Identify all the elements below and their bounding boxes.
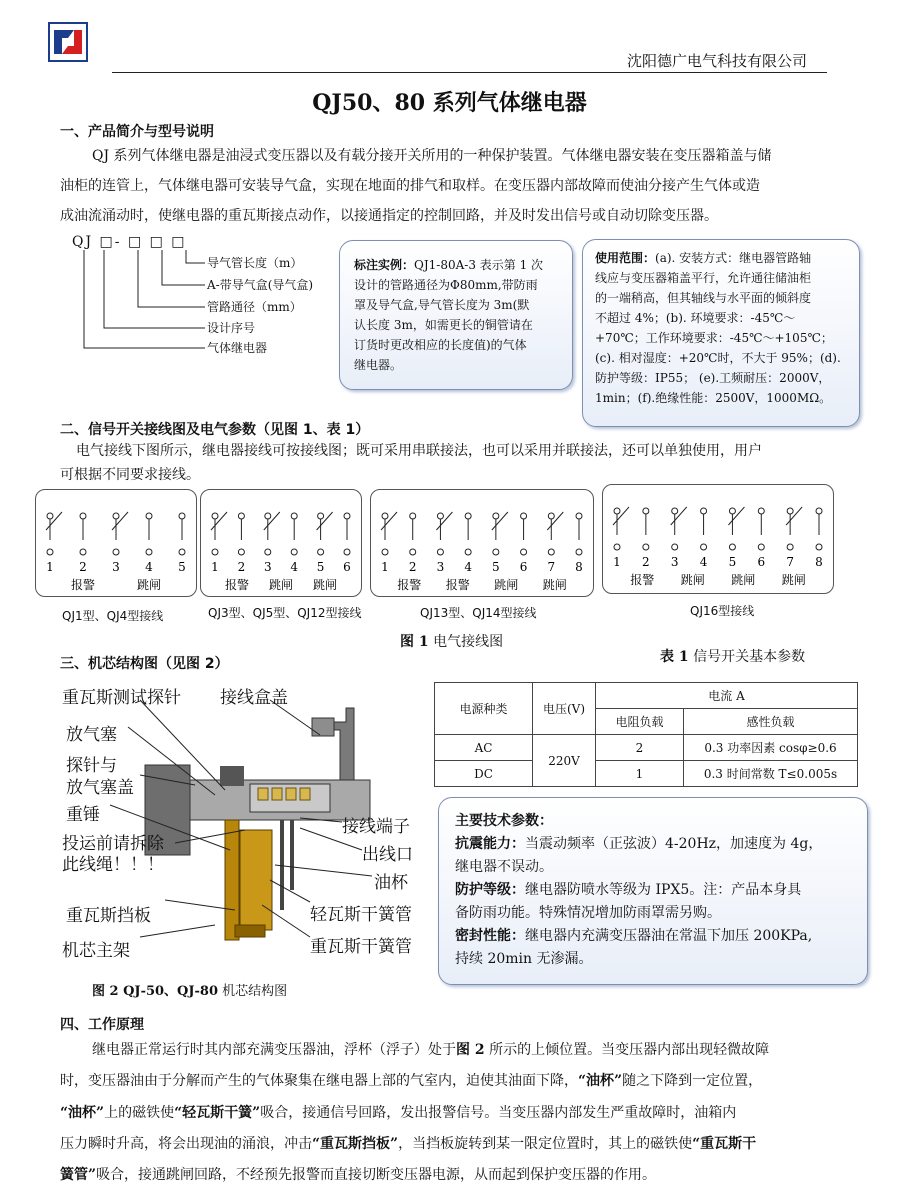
terminal-number: 2 (79, 560, 87, 574)
model-label-design-no: 设计序号 (207, 321, 256, 335)
terminal-circle (758, 544, 764, 550)
terminal-number: 1 (613, 555, 621, 569)
terminal-number: 2 (408, 560, 417, 574)
contact-top-terminal (238, 513, 244, 519)
wiring-svg (36, 490, 196, 596)
s2-para-line1: 电气接线下图所示，继电器接线可按接线图；既可采用串联接法，也可以采用并联接法，还可以单独使用，用户 (76, 443, 762, 459)
group-label: 跳闸 (136, 578, 162, 592)
wiring-caption-qj3: QJ3型、QJ5型、QJ12型接线 (208, 606, 362, 620)
model-label-relay: 气体继电器 (207, 341, 268, 355)
s4-line4 (60, 1129, 756, 1159)
table1-title: 表 1 信号开关基本参数 (660, 649, 806, 665)
contact-top-terminal (614, 508, 620, 514)
terminal-circle (729, 544, 735, 550)
terminal-number: 1 (46, 560, 54, 574)
table-row: DC 1 0.3 时间常数 T≤0.005s (435, 761, 858, 787)
group-label: 跳闸 (731, 573, 756, 587)
contact-top-terminal (729, 508, 735, 514)
label-core-frame: 机芯主架 (62, 941, 130, 961)
contact-top-terminal (816, 508, 822, 514)
s2-para-line2: 可根据不同要求接线。 (60, 467, 200, 483)
label-oil-cup: 油杯 (374, 873, 408, 893)
model-label-pipe-length: 导气管长度（m） (207, 256, 303, 270)
figure1-caption: 图 1 电气接线图 (400, 634, 504, 650)
contact-top-terminal (344, 513, 350, 519)
terminal-circle (672, 544, 678, 550)
s1-para-line3: 成油流涌动时，使继电器的重瓦斯接点动作，以接通指定的控制回路，并及时发出信号或自动切除变压器。 (60, 208, 718, 224)
s4-text-segment: “油杯” (578, 1073, 623, 1089)
wiring-diagram-qj1 (35, 489, 197, 597)
terminal-number: 8 (815, 555, 823, 569)
terminal-circle (465, 549, 471, 555)
terminal-number: 3 (263, 560, 272, 574)
contact-top-terminal (548, 513, 554, 519)
wiring-diagram-qj13 (370, 489, 594, 597)
terminal-circle (701, 544, 707, 550)
terminal-number: 5 (492, 560, 500, 574)
th-resistive: 电阻负载 (596, 709, 684, 735)
terminal-circle (212, 549, 218, 555)
label-vent-plug: 放气塞 (66, 725, 117, 745)
label-heavy-gas-baffle: 重瓦斯挡板 (66, 906, 151, 926)
label-terminals: 接线端子 (342, 817, 410, 837)
th-inductive: 感性负载 (684, 709, 858, 735)
terminal-number: 4 (145, 560, 153, 574)
terminal-circle (643, 544, 649, 550)
contact-top-terminal (758, 508, 764, 514)
s4-text-segment: 继电器正常运行时其内部充满变压器油，浮杯（浮子）处于 (92, 1042, 456, 1058)
group-label: 跳闸 (542, 578, 567, 592)
section4-heading: 四、工作原理 (60, 1017, 144, 1033)
contact-top-terminal (672, 508, 678, 514)
terminal-circle (344, 549, 350, 555)
terminal-circle (113, 549, 119, 555)
contact-top-terminal (493, 513, 499, 519)
terminal-circle (576, 549, 582, 555)
label-vent-cover: 放气塞盖 (66, 778, 134, 798)
contact-top-terminal (179, 513, 185, 519)
s4-text-segment: 压力瞬时升高，将会出现油的涌浪，冲击 (60, 1136, 312, 1152)
figure2-caption: 图 2 QJ-50、QJ-80 机芯结构图 (92, 984, 288, 999)
section2-heading: 二、信号开关接线图及电气参数（见图 1、表 1） (60, 422, 370, 438)
terminal-number: 4 (464, 560, 472, 574)
s4-text-segment: 簧管” (60, 1167, 97, 1183)
s4-text-segment: “重瓦斯干 (692, 1136, 757, 1152)
label-probe-and: 探针与 (66, 756, 117, 776)
terminal-circle (548, 549, 554, 555)
model-label-pipe-diameter: 管路通径（mm） (207, 300, 302, 314)
s4-line1 (92, 1035, 769, 1065)
contact-top-terminal (437, 513, 443, 519)
terminal-circle (787, 544, 793, 550)
section3-heading: 三、机芯结构图（见图 2） (60, 656, 229, 672)
label-heavy-gas-reed: 重瓦斯干簧管 (310, 937, 412, 957)
model-label-gas-box: A-带导气盒(导气盒) (207, 278, 314, 292)
contact-top-terminal (318, 513, 324, 519)
page-title: QJ50、80 系列气体继电器 (312, 90, 587, 116)
terminal-number: 3 (670, 555, 679, 569)
model-code-leader-lines (60, 248, 210, 358)
tech-params-title: 主要技术参数： (455, 813, 553, 829)
contact-top-terminal (47, 513, 53, 519)
s4-text-segment: 上的磁铁使 (104, 1105, 175, 1121)
contact-top-terminal (701, 508, 707, 514)
s4-line2 (60, 1066, 762, 1096)
contact-top-terminal (146, 513, 152, 519)
group-label: 跳闸 (781, 573, 806, 587)
contact-top-terminal (410, 513, 416, 519)
terminal-number: 3 (436, 560, 445, 574)
group-label: 跳闸 (494, 578, 519, 592)
group-label: 报警 (630, 573, 655, 587)
s4-line3 (60, 1098, 736, 1128)
cell-voltage: 220V (533, 735, 596, 787)
terminal-number: 7 (547, 560, 556, 574)
contact-top-terminal (521, 513, 527, 519)
terminal-number: 6 (757, 555, 766, 569)
contact-top-terminal (212, 513, 218, 519)
s4-text-segment: ，当挡板旋转到某一限定位置时，其上的磁铁使 (398, 1136, 693, 1152)
th-power-type: 电源种类 (435, 683, 533, 735)
terminal-circle (410, 549, 416, 555)
s4-text-segment: “油杯” (60, 1105, 105, 1121)
terminal-number: 5 (178, 560, 186, 574)
group-label: 报警 (224, 578, 250, 592)
table-row: AC 220V 2 0.3 功率因素 cosφ≥0.6 (435, 735, 858, 761)
s4-text-segment: “轻瓦斯干簧” (174, 1105, 261, 1121)
wiring-caption-qj1: QJ1型、QJ4型接线 (62, 609, 164, 623)
contact-top-terminal (576, 513, 582, 519)
terminal-circle (382, 549, 388, 555)
terminal-circle (291, 549, 297, 555)
s4-text-segment: 所示的上倾位置。当变压器内部出现轻微故障 (484, 1042, 770, 1058)
label-junction-box-cover: 接线盒盖 (220, 688, 288, 708)
terminal-number: 4 (699, 555, 708, 569)
terminal-number: 5 (728, 555, 737, 569)
tech-params-callout: 主要技术参数： 抗震能力：当震动频率（正弦波）4-20Hz，加速度为 4g， 继电器不误动。 防护等级：继电器防喷水等级为 IPX5。注：产品本身具 备防雨功能。特殊情况增加防雨罩需另购。 密封性能：继电器内充满变压器油在常温下加压 200KPa, 持续 20min 无渗漏。 (438, 797, 868, 985)
terminal-number: 4 (290, 560, 299, 574)
s4-text-segment: 时，变压器油由于分解而产生的气体聚集在继电器上部的气室内，迫使其油面下降， (60, 1073, 578, 1089)
terminal-circle (816, 544, 822, 550)
model-code: QJ □- □ □ □ (72, 234, 187, 250)
s4-line5 (60, 1160, 656, 1190)
terminal-number: 8 (575, 560, 583, 574)
s4-text-segment: “重瓦斯挡板” (312, 1136, 399, 1152)
label-this-rope: 此线绳！！！ (62, 855, 164, 875)
terminal-circle (521, 549, 527, 555)
label-weight: 重锤 (66, 805, 100, 825)
label-remove-before-use: 投运前请拆除 (62, 834, 164, 854)
contact-top-terminal (465, 513, 471, 519)
wiring-caption-qj16: QJ16型接线 (690, 604, 755, 618)
group-label: 跳闸 (268, 578, 294, 592)
s1-para-line2: 油柜的连管上，气体继电器可安装导气盒，实现在地面的排气和取样。在变压器内部故障而使油分接产生气体或造 (60, 178, 760, 194)
contact-top-terminal (787, 508, 793, 514)
terminal-circle (238, 549, 244, 555)
terminal-circle (493, 549, 499, 555)
terminal-circle (437, 549, 443, 555)
s4-text-segment: 图 2 (456, 1042, 485, 1058)
wiring-diagram-qj3 (200, 489, 362, 597)
terminal-circle (179, 549, 185, 555)
group-label: 报警 (445, 578, 470, 592)
th-current: 电流 A (596, 683, 858, 709)
wiring-svg (603, 485, 833, 593)
contact-top-terminal (80, 513, 86, 519)
terminal-number: 2 (642, 555, 650, 569)
terminal-circle (47, 549, 53, 555)
contact-top-terminal (291, 513, 297, 519)
terminal-circle (80, 549, 86, 555)
s1-para-line1: QJ 系列气体继电器是油浸式变压器以及有载分接开关所用的一种保护装置。气体继电器安装在变压器箱盖与储 (92, 148, 772, 164)
wiring-svg (371, 490, 593, 596)
th-voltage: 电压(V) (533, 683, 596, 735)
company-logo (48, 22, 88, 62)
terminal-number: 6 (519, 560, 528, 574)
terminal-number: 1 (381, 560, 389, 574)
group-label: 跳闸 (680, 573, 705, 587)
header-divider (112, 72, 827, 73)
terminal-number: 5 (316, 560, 325, 574)
terminal-circle (265, 549, 271, 555)
terminal-number: 7 (786, 555, 794, 569)
usage-lead: 使用范围： (595, 251, 656, 265)
terminal-circle (614, 544, 620, 550)
s4-text-segment: 随之下降到一定位置， (622, 1073, 763, 1089)
terminal-circle (146, 549, 152, 555)
terminal-number: 3 (112, 560, 120, 574)
s4-text-segment: 吸合，接通跳闸回路，不经预先报警而直接切断变压器电源，从而起到保护变压器的作用。 (96, 1167, 657, 1183)
group-label: 报警 (397, 578, 422, 592)
company-name: 沈阳德广电气科技有限公司 (626, 52, 807, 70)
example-callout: 标注实例：QJ1-80A-3 表示第 1 次 设计的管路通径为Φ80mm,带防雨 罩及导气盒,导气管长度为 3m(默 认长度 3m，如需更长的铜管请在 订货时更改相应的长度值)的气体 继电器。 (339, 240, 573, 390)
section1-heading: 一、产品简介与型号说明 (60, 124, 214, 140)
label-light-gas-reed: 轻瓦斯干簧管 (310, 905, 412, 925)
wiring-diagram-qj16 (602, 484, 834, 594)
terminal-number: 6 (343, 560, 351, 574)
contact-top-terminal (113, 513, 119, 519)
label-heavy-gas-probe: 重瓦斯测试探针 (62, 688, 181, 708)
contact-top-terminal (382, 513, 388, 519)
example-lead: 标注实例： (354, 258, 415, 272)
signal-switch-table (434, 682, 858, 787)
terminal-number: 2 (237, 560, 246, 574)
s4-text-segment: 吸合，接通信号回路，发出报警信号。当变压器内部发生严重故障时，油箱内 (260, 1105, 737, 1121)
group-label: 报警 (70, 578, 96, 592)
contact-top-terminal (265, 513, 271, 519)
contact-top-terminal (643, 508, 649, 514)
group-label: 跳闸 (312, 578, 338, 592)
terminal-circle (318, 549, 324, 555)
wiring-svg (201, 490, 361, 596)
terminal-number: 1 (211, 560, 219, 574)
usage-callout: 使用范围：(a). 安装方式：继电器管路轴 线应与变压器箱盖平行，允许通往储油柜 的一端稍高，但其轴线与水平面的倾斜度 不超过 4%；(b). 环境要求：-45℃～ +70℃；工作环境要求：-45℃～+105℃； (c). 相对湿度：+20℃时，不大于 95%；(d). 防护等级：IP55； (e).工频耐压：2000V， 1min；(f).绝缘性能：2500V，1000MΩ。 (582, 239, 860, 427)
label-outlet: 出线口 (362, 845, 413, 865)
wiring-caption-qj13: QJ13型、QJ14型接线 (420, 606, 537, 620)
